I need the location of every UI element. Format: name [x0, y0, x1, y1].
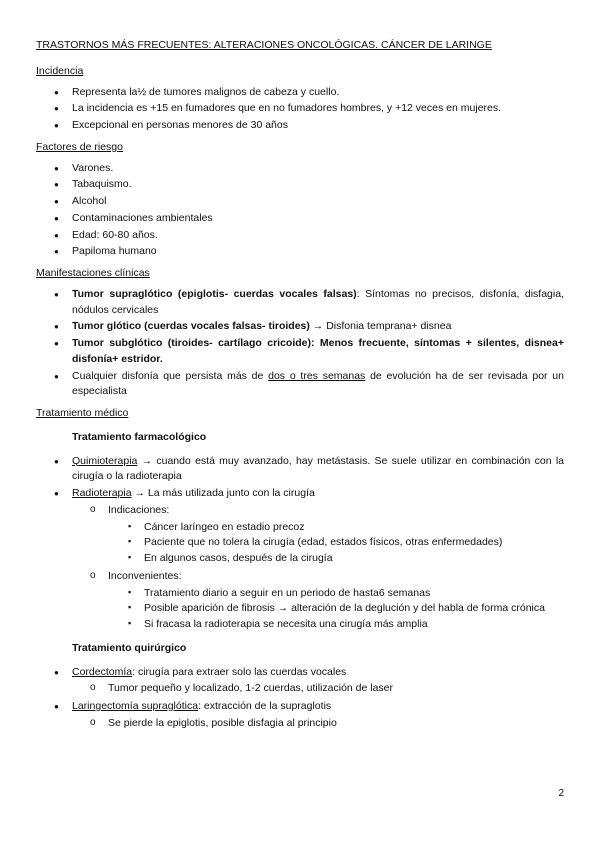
list-item [72, 503, 564, 567]
item-underlined: dos o tres semanas [268, 369, 366, 382]
list-item: o Tumor pequeño y localizado, 1-2 cuerdas, utilización de laser [72, 681, 564, 697]
item-text: → cuando está muy avanzado, hay metástasis. Se suele utilizar en combinación con la cirugía o la radioterapia [72, 454, 564, 483]
list-item: ▪ Paciente que no tolera la cirugía (edad, estados físicos, otras enfermedades) [108, 535, 564, 551]
item-text: : extracción de la supraglotis [198, 700, 332, 712]
item-text: → Disfonia temprana+ disnea [309, 320, 452, 333]
item-underlined: Radioterapia [72, 487, 132, 499]
list-item: ▪ En algunos casos, después de la cirugía [108, 551, 564, 567]
subheading-farmacologico: Tratamiento farmacológico [72, 430, 207, 443]
list-item: ● La incidencia es +15 en fumadores que en no fumadores hombres, y +12 veces en mujeres. [36, 101, 564, 117]
list-farmacologico [36, 454, 564, 633]
item-bold: Tumor glótico (cuerdas vocales falsas- tiroides) [72, 320, 310, 333]
list-item [36, 287, 564, 319]
sublist-radioterapia [72, 503, 564, 633]
list-item: ● Edad: 60-80 años. [36, 228, 564, 244]
item-text: → La más utilizada junto con la cirugía [131, 487, 315, 499]
list-item [36, 336, 564, 368]
sublist-indicaciones [108, 520, 564, 567]
list-item [72, 569, 564, 633]
list-manifestaciones [36, 287, 564, 400]
list-item [36, 369, 564, 401]
list-item: ● Representa la½ de tumores malignos de cabeza y cuello. [36, 85, 564, 101]
document-page [36, 38, 564, 738]
item-text: Indicaciones: [108, 503, 170, 516]
list-factores [36, 161, 564, 261]
item-text: de evolución ha de ser revisada por un especialista [72, 369, 564, 398]
list-item: o Se pierde la epiglotis, posible disfagia al principio [72, 716, 564, 732]
item-text: Cualquier disfonía que persista más de [72, 369, 269, 382]
list-item [36, 699, 564, 732]
item-underlined: Laringectomía supraglótica [72, 700, 199, 712]
list-item: ● Alcohol [36, 194, 564, 210]
list-item: ● Varones. [36, 161, 564, 177]
sublist-laringectomia [72, 716, 564, 732]
list-incidencia [36, 85, 564, 134]
list-item: ▪ Posible aparición de fibrosis → alteración de la deglución y del habla de forma crónica [108, 601, 564, 617]
heading-factores: Factores de riesgo [36, 140, 123, 153]
item-text: Inconvenientes: [108, 569, 182, 582]
heading-incidencia: Incidencia [36, 64, 84, 77]
list-item [36, 454, 564, 486]
list-item: ▪ Si fracasa la radioterapia se necesita una cirugía más amplia [108, 617, 564, 633]
item-bold: Tumor subglótico (tiroides- cartílago cricoide): Menos frecuente, síntomas + silentes, disnea+ disfonía+ estridor. [72, 337, 564, 365]
list-item [36, 665, 564, 698]
list-item [36, 486, 564, 633]
document-title: TRASTORNOS MÁS FRECUENTES: ALTERACIONES ONCOLÓGICAS. CÁNCER DE LARINGE [36, 39, 492, 51]
heading-manifestaciones: Manifestaciones clínicas [36, 267, 150, 279]
subheading-quirurgico: Tratamiento quirúrgico [72, 641, 187, 654]
heading-tratamiento: Tratamiento médico [36, 407, 129, 419]
item-text: : Síntomas no precisos, disfonía, disfagia, nódulos cervicales [72, 287, 564, 316]
list-quirurgico [36, 665, 564, 732]
list-item [36, 319, 564, 335]
sublist-inconvenientes [108, 586, 564, 633]
list-item: ● Papiloma humano [36, 244, 564, 260]
list-item: ▪ Tratamiento diario a seguir en un periodo de hasta6 semanas [108, 586, 564, 602]
list-item: ● Excepcional en personas menores de 30 años [36, 118, 564, 134]
item-underlined: Quimioterapia [72, 454, 138, 467]
list-item: ▪ Cáncer laríngeo en estadio precoz [108, 520, 564, 536]
page-number: 2 [558, 788, 564, 799]
sublist-cordectomia [72, 681, 564, 697]
item-underlined: Cordectomía [72, 665, 133, 678]
item-bold: Tumor supraglótico (epiglotis- cuerdas vocales falsas) [72, 287, 357, 300]
item-text: : cirugía para extraer solo las cuerdas vocales [132, 665, 347, 678]
list-item: ● Contaminaciones ambientales [36, 211, 564, 227]
list-item: ● Tabaquismo. [36, 177, 564, 193]
